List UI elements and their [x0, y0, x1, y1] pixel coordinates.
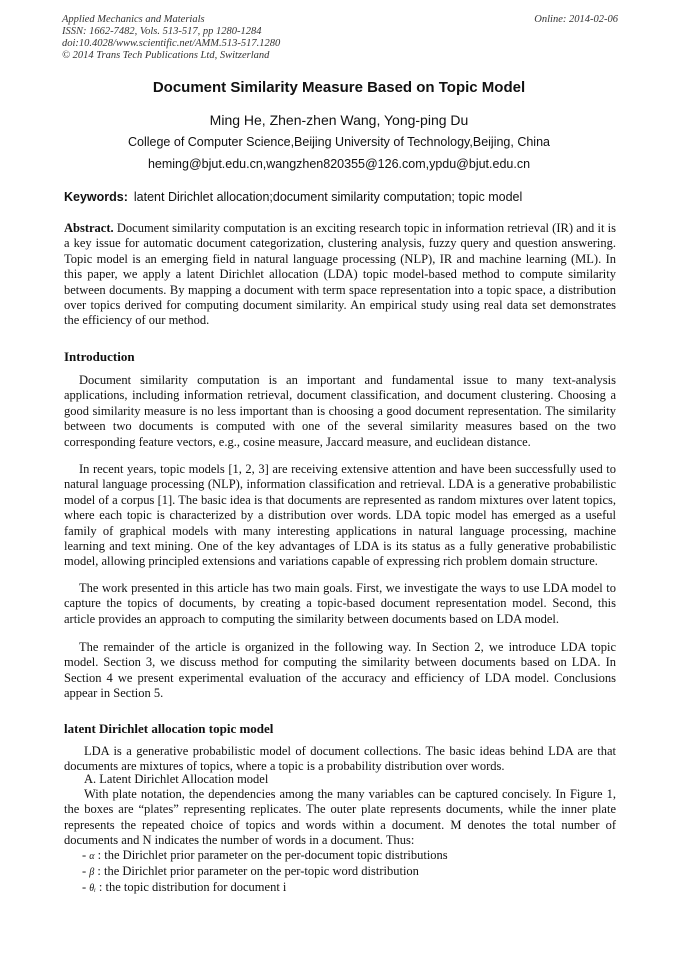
journal-name: Applied Mechanics and Materials: [62, 14, 205, 25]
keywords-text: latent Dirichlet allocation;document similarity computation; topic model: [133, 190, 523, 204]
introduction-heading: Introduction: [64, 349, 135, 364]
list-item-beta: - β : the Dirichlet prior parameter on the per-topic word distribution: [82, 864, 419, 878]
abstract: [64, 221, 616, 329]
intro-paragraph-4: The remainder of the article is organized in the following way. In Section 2, we introduce LDA topic model. Section 3, we discuss method for computing the similarity between documents based on LDA. In Section 4 we present experimental evaluation of the accuracy and efficiency of LDA model. Conclusions appear in Section 5.: [64, 640, 616, 701]
running-header: [62, 14, 618, 62]
doi-line: doi:10.4028/www.scientific.net/AMM.513-517.1280: [62, 38, 281, 49]
affiliation: College of Computer Science,Beijing University of Technology,Beijing, China: [128, 135, 550, 149]
lda-subheading: A. Latent Dirichlet Allocation model: [84, 772, 269, 786]
lda-paragraph-1: LDA is a generative probabilistic model of document collections. The basic ideas behind LDA are that documents are mixtures of topics, where a topic is a probability distribution over words.: [64, 744, 616, 774]
intro-paragraph-2: In recent years, topic models [1, 2, 3] are receiving extensive attention and have been successfully used to natural language processing (NLP), information classification and retrieval. LDA is a generative probabilistic model of a corpus [1]. The basic idea is that documents are represented as random mixtures over latent topics, where each topic is characterized by a distribution over words. LDA topic model has emerged as a useful family of graphical models with many interesting applications in natural language processing, machine learning and text mining. One of the key advantages of LDA is its status as a fully generative probabilistic model, allowing principled extensions and variations capable of expressing rich problem domain structure.: [64, 462, 616, 569]
intro-paragraph-1: Document similarity computation is an important and fundamental issue to many text-analysis applications, including information retrieval, document classification, and document clustering. Choosing a good similarity measure is no less important than is choosing a good document representation. The similarity between two documents is computed with one of the several similarity measures based on the two corresponding feature vectors, e.g., cosine measure, Jaccard measure, and euclidean distance.: [64, 373, 616, 449]
abstract-text: Document similarity computation is an exciting research topic in information retrieval (IR) and it is a key issue for automatic document categorization, clustering analysis, fuzzy query and question answering. Topic model is an emerging field in natural language processing (NLP), IR and machine learning (ML). In this paper, we apply a latent Dirichlet allocation (LDA) topic model-based method to compute similarity between documents. By mapping a document with term space representation into a topic space, a distribution over topics derived for computing document similarity. An empirical study using real data set demonstrates the efficiency of our method.: [64, 221, 617, 328]
issn-line: ISSN: 1662-7482, Vols. 513-517, pp 1280-1284: [62, 26, 262, 37]
authors: Ming He, Zhen-zhen Wang, Yong-ping Du: [209, 112, 469, 128]
online-date: Online: 2014-02-06: [534, 14, 618, 25]
copyright-line: © 2014 Trans Tech Publications Ltd, Switzerland: [62, 50, 270, 61]
alpha-symbol: α: [89, 851, 95, 862]
list-item-alpha: - α : the Dirichlet prior parameter on the per-document topic distributions: [82, 848, 448, 862]
keywords: [64, 190, 616, 204]
list-item-theta: - θᵢ : the topic distribution for document i: [82, 880, 287, 894]
keywords-label: Keywords:: [64, 190, 128, 204]
theta-symbol: θᵢ: [89, 883, 96, 894]
paper-title: Document Similarity Measure Based on Topic Model: [152, 79, 526, 96]
beta-symbol: β: [89, 867, 95, 878]
intro-paragraph-3: The work presented in this article has two main goals. First, we investigate the ways to use LDA model to capture the topics of documents, by creating a topic-based document representation model. Second, this article provides an approach to computing the similarity between documents based on LDA model.: [64, 581, 616, 626]
lda-paragraph-2: With plate notation, the dependencies among the many variables can be captured concisely. In Figure 1, the boxes are “plates” representing replicates. The outer plate represents documents, while the inner plate represents the repeated choice of topics and words within a document. M denotes the total number of documents and N indicates the number of words in a document. Thus:: [64, 787, 616, 848]
abstract-label: Abstract.: [64, 221, 114, 235]
author-emails: heming@bjut.edu.cn,wangzhen820355@126.com,ypdu@bjut.edu.cn: [147, 157, 531, 171]
lda-heading: latent Dirichlet allocation topic model: [64, 721, 274, 736]
